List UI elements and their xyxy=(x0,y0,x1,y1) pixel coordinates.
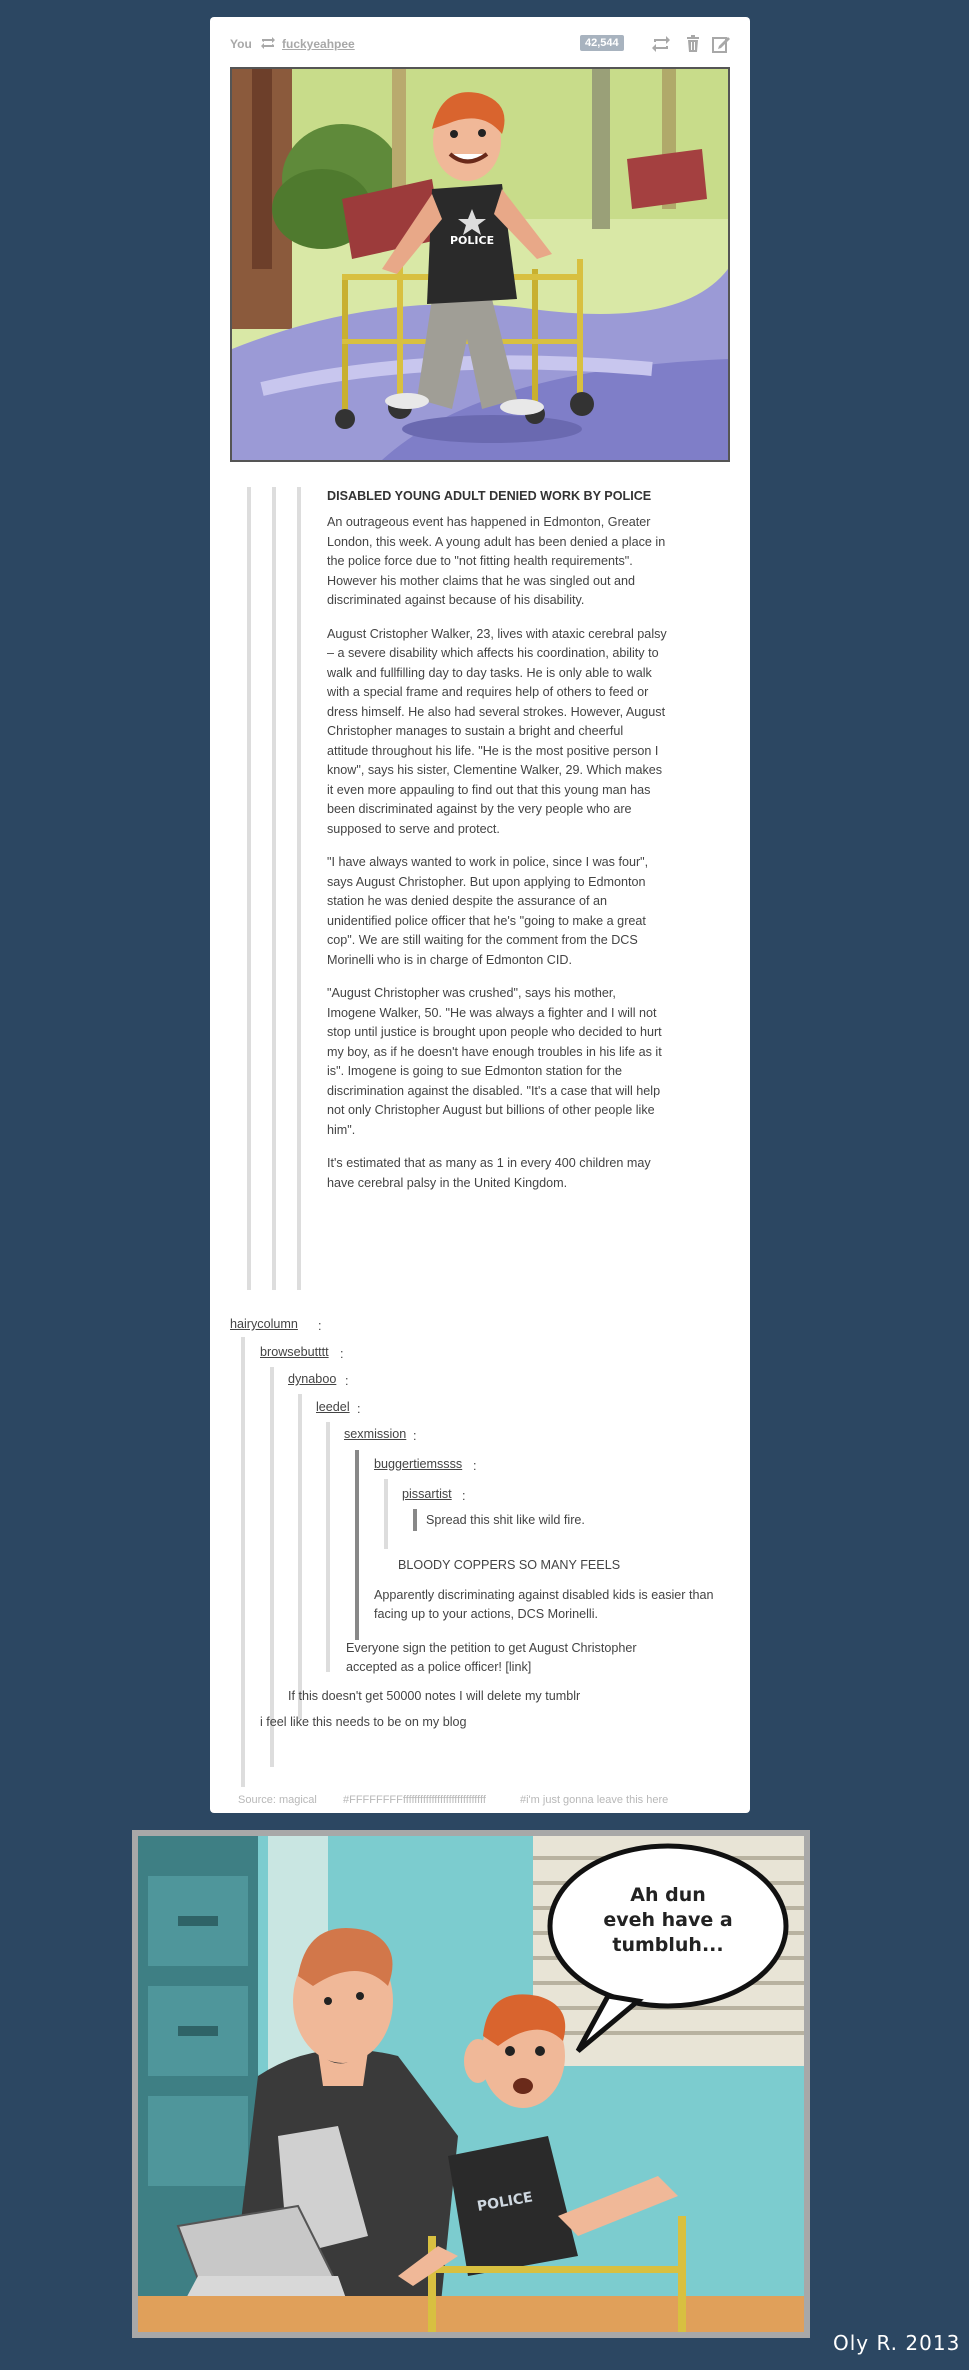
comic-panel-walker xyxy=(230,67,730,462)
colon: : xyxy=(318,1319,322,1333)
reblog-comment: If this doesn't get 50000 notes I will delete my tumblr xyxy=(288,1689,581,1703)
speech-line-2: eveh have a xyxy=(603,1909,733,1931)
artist-signature: Oly R. 2013 xyxy=(833,2331,961,2355)
walker-illustration xyxy=(232,69,728,460)
speech-line-3: tumbluh... xyxy=(612,1934,724,1956)
tumblr-post-card xyxy=(210,17,750,1813)
comic-panel-inner xyxy=(138,1836,804,2332)
quote-bar xyxy=(270,1367,274,1767)
reblog-username-link[interactable]: hairycolumn xyxy=(230,1317,298,1331)
article-paragraph: It's estimated that as many as 1 in every 400 children may have cerebral palsy in the United Kingdom. xyxy=(327,1156,651,1190)
quote-bar xyxy=(241,1337,245,1787)
colon: : xyxy=(345,1374,349,1388)
reblog-icon xyxy=(650,33,672,55)
edit-icon xyxy=(710,33,732,55)
reblog-comment: Apparently discriminating against disabled kids is easier than facing up to your actions, DCS Morinelli. xyxy=(374,1588,714,1621)
source-username-link[interactable]: fuckyeahpee xyxy=(282,37,355,51)
reblog-username-link[interactable]: dynaboo xyxy=(288,1372,337,1386)
reblog-username-link[interactable]: sexmission xyxy=(344,1427,407,1441)
quote-bar xyxy=(272,487,276,1290)
reblog-comment: BLOODY COPPERS SO MANY FEELS xyxy=(398,1558,621,1572)
colon: : xyxy=(340,1347,344,1361)
delete-button[interactable] xyxy=(682,33,704,55)
reblog-username-link[interactable]: buggertiemssss xyxy=(374,1457,463,1471)
colon: : xyxy=(462,1489,466,1503)
article-paragraph: An outrageous event has happened in Edmonton, Greater London, this week. A young adult has been denied a place in the police force due to "not fitting health requirements". However his mother claims that he was singled out and discriminated against because of his disability. xyxy=(327,515,666,607)
colon: : xyxy=(413,1429,417,1443)
post-header xyxy=(230,33,730,55)
reblogged-from-icon xyxy=(260,36,276,50)
tag-link[interactable]: #FFFFFFFFfffffffffffffffffffffffffffff xyxy=(343,1794,486,1806)
quote-bar xyxy=(326,1422,330,1672)
edit-button[interactable] xyxy=(710,33,732,55)
reblog-comment: i feel like this needs to be on my blog xyxy=(260,1715,467,1729)
quote-bar xyxy=(413,1509,417,1531)
tag-link[interactable]: #i'm just gonna leave this here xyxy=(520,1794,669,1806)
quote-bar xyxy=(298,1394,302,1719)
colon: : xyxy=(357,1402,361,1416)
office-illustration xyxy=(138,1836,804,2332)
comic-panel-tumblr xyxy=(132,1830,810,2338)
reblog-username-link[interactable]: browsebutttt xyxy=(260,1345,329,1359)
article-paragraph: "I have always wanted to work in police, since I was four", says August Christopher. But upon applying to Edmonton station he was denied despite the assurance of an unidentified police officer that he's "going to make a great cop". We are still waiting for the comment from the DCS Morinelli who is in charge of Edmonton CID. xyxy=(327,855,649,967)
quote-bar xyxy=(355,1450,359,1640)
reblog-button[interactable] xyxy=(650,33,672,55)
you-label: You xyxy=(230,37,252,51)
colon: : xyxy=(473,1459,477,1473)
reblog-username-link[interactable]: leedel xyxy=(316,1400,350,1414)
source-link[interactable]: Source: magical xyxy=(238,1794,317,1806)
article-paragraph: August Cristopher Walker, 23, lives with ataxic cerebral palsy – a severe disability which affects his coordination, ability to walk and fullfilling day to day tasks. He is only able to walk with a special frame and requires help of others to feed or dress himself. He also had several strokes. However, August Christopher manages to sustain a bright and cheerful attitude throughout his life. "He is the most positive person I know", says his sister, Clementine Walker, 29. Which makes it even more appauling to find out that this young man has been discriminated against by the very people who are supposed to serve and protect. xyxy=(327,626,667,836)
article-body xyxy=(327,487,667,1207)
note-count-badge[interactable]: 42,544 xyxy=(580,35,624,51)
comic2-shirt-text: POLICE xyxy=(475,2189,534,2215)
reblog-comment: Spread this shit like wild fire. xyxy=(426,1513,585,1527)
quote-bar xyxy=(384,1479,388,1549)
quote-bar xyxy=(297,487,301,1290)
article-title: DISABLED YOUNG ADULT DENIED WORK BY POLICE xyxy=(327,489,652,503)
speech-line-1: Ah dun xyxy=(630,1884,706,1906)
reblog-username-link[interactable]: pissartist xyxy=(402,1487,452,1501)
article-paragraph: "August Christopher was crushed", says his mother, Imogene Walker, 50. "He was always a fighter and I will not stop until justice is brought upon people who decided to hurt my boy, as if he doesn't have enough troubles in his life as it is". Imogene is going to sue Edmonton station for the discrimination against the disabled. "It's a case that will help not only Christopher August but billions of other people like him". xyxy=(327,986,662,1137)
comic1-shirt-text: POLICE xyxy=(450,234,495,247)
quote-bar xyxy=(247,487,251,1290)
reblog-comment: Everyone sign the petition to get August Christopher accepted as a police officer! [link] xyxy=(346,1641,637,1674)
trash-icon xyxy=(682,33,704,55)
